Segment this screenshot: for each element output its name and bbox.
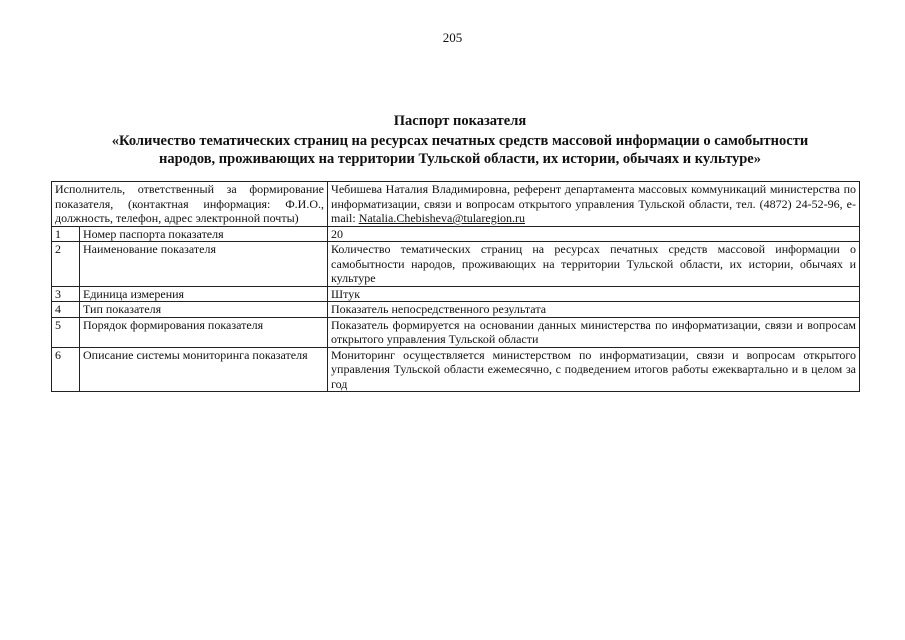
row-number: 6: [52, 347, 80, 392]
executor-email-link[interactable]: Natalia.Chebisheva@tularegion.ru: [358, 211, 526, 225]
executor-value: [328, 182, 860, 227]
row-value: Показатель непосредственного результата: [328, 302, 860, 318]
title-subject-line-2: народов, проживающих на территории Тульской области, их истории, обычаях и культуре»: [158, 151, 761, 167]
row-number: 3: [52, 286, 80, 302]
row-value: 20: [328, 226, 860, 242]
table-row: [52, 242, 860, 287]
page-number: 205: [442, 30, 463, 45]
table-row: [52, 226, 860, 242]
row-value: Мониторинг осуществляется министерством по информатизации, связи и вопросам открытого управления Тульской области ежемесячно, с подведением итогов работы ежеквартально и в целом за год: [328, 347, 860, 392]
row-number: 2: [52, 242, 80, 287]
row-number: 4: [52, 302, 80, 318]
row-label: Номер паспорта показателя: [80, 226, 328, 242]
title-heading: Паспорт показателя: [393, 113, 527, 129]
passport-table: [51, 181, 860, 392]
row-label: Единица измерения: [80, 286, 328, 302]
row-label: Тип показателя: [80, 302, 328, 318]
table-row: [52, 302, 860, 318]
document-title: [60, 112, 860, 169]
table-row: [52, 347, 860, 392]
row-number: 1: [52, 226, 80, 242]
row-label: Порядок формирования показателя: [80, 317, 328, 347]
row-number: 5: [52, 317, 80, 347]
row-label: Описание системы мониторинга показателя: [80, 347, 328, 392]
row-value: Показатель формируется на основании данных министерства по информатизации, связи и вопросам открытого управления Тульской области: [328, 317, 860, 347]
row-label: Наименование показателя: [80, 242, 328, 287]
table-row-executor: [52, 182, 860, 227]
title-subject-line-1: «Количество тематических страниц на ресурсах печатных средств массовой информации о самобытности: [111, 132, 809, 149]
table-row: [52, 286, 860, 302]
row-value: Количество тематических страниц на ресурсах печатных средств массовой информации о самобытности народов, проживающих на территории Тульской области, их истории, обычаях и культуре: [328, 242, 860, 287]
executor-contact-text: Чебишева Наталия Владимировна, референт департамента массовых коммуникаций министерства по информатизации, связи и вопросам открытого управления Тульской области, тел. (4872) 24-52-96, e-mail:: [331, 182, 857, 225]
row-value: Штук: [328, 286, 860, 302]
executor-label: Исполнитель, ответственный за формирование показателя, (контактная информация: Ф.И.О., должность, телефон, адрес электронной почты): [52, 182, 328, 227]
table-row: [52, 317, 860, 347]
